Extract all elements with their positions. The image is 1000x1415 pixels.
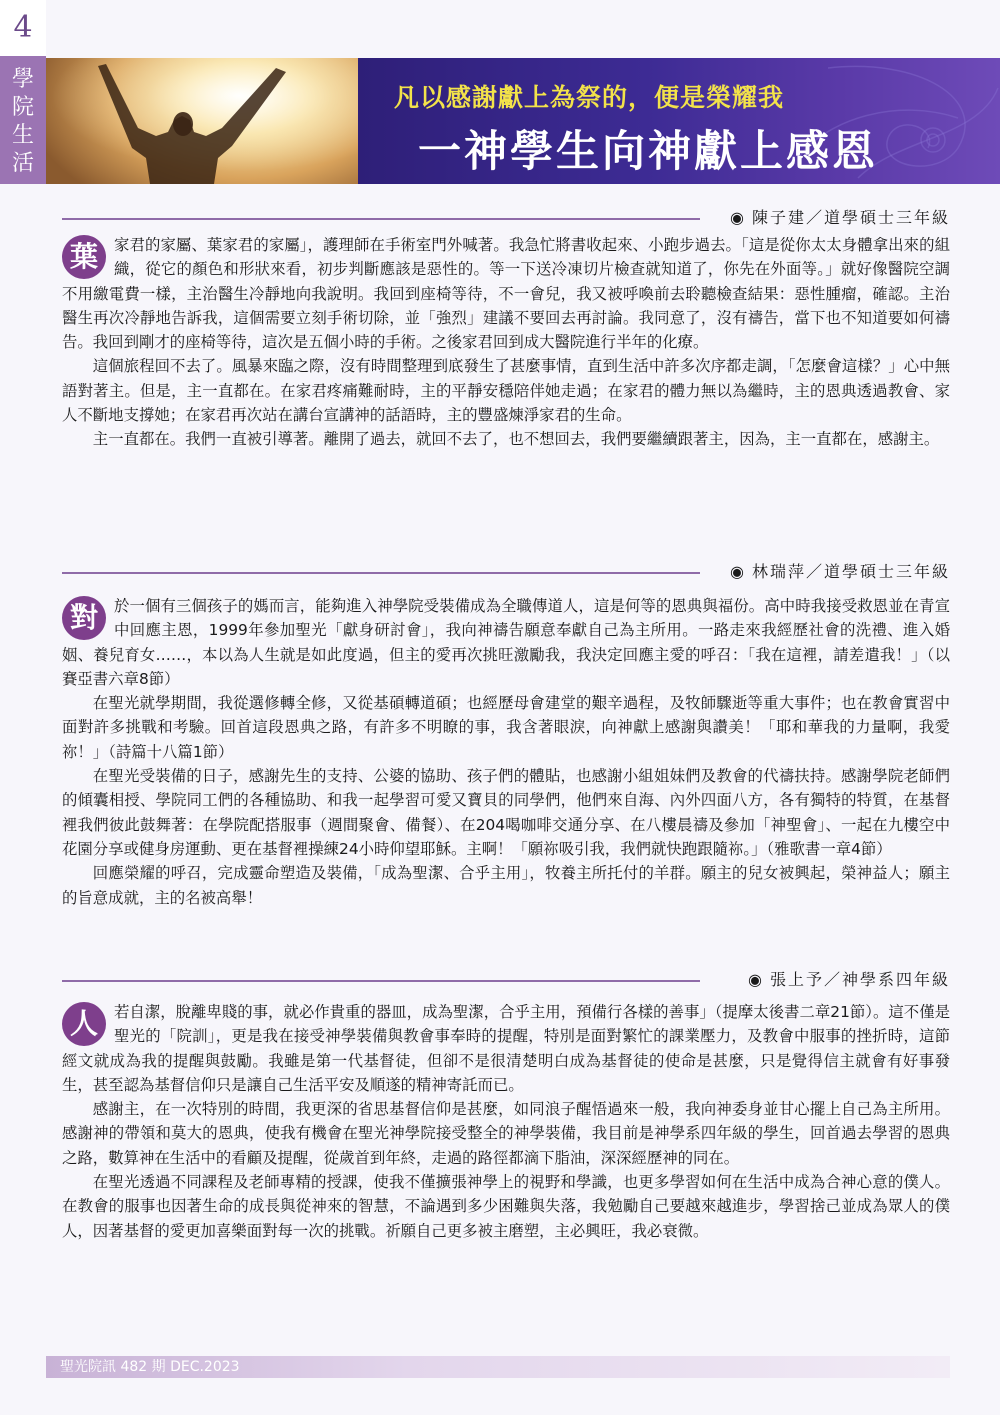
header-photo bbox=[46, 58, 358, 184]
paragraph: 回應榮耀的呼召，完成靈命塑造及裝備，「成為聖潔、合乎主用」，牧養主所托付的羊群。願主的兒女被興起，榮神益人；願主的旨意成就，主的名被高舉！ bbox=[62, 864, 950, 907]
article-body bbox=[62, 1000, 950, 1243]
paragraph: 這個旅程回不去了。風暴來臨之際，沒有時間整理到底發生了甚麼事情，直到生活中許多次序都走調，「怎麼會這樣？」心中無語對著主。但是，主一直都在。在家君疼痛難耐時，主的平靜安穩陪伴她走過；在家君的體力無以為繼時，主的恩典透過教會、家人不斷地支撐她；在家君再次站在講台宣講神的話語時，主的豐盛煉淨家君的生命。 bbox=[62, 357, 950, 425]
header-title: 一神學生向神獻上感恩 bbox=[418, 127, 878, 177]
page-number: 4 bbox=[0, 0, 46, 56]
byline-rule bbox=[62, 572, 700, 574]
section-label-char: 院 bbox=[11, 95, 34, 120]
paragraph: 主一直都在。我們一直被引導著。離開了過去，就回不去了，也不想回去，我們要繼續跟著主，因為，主一直都在，感謝主。 bbox=[92, 430, 940, 449]
header-subtitle: 凡以感謝獻上為祭的，便是榮耀我 bbox=[394, 83, 785, 112]
paragraph: 在聖光透過不同課程及老師專精的授課，使我不僅擴張神學上的視野和學識，也更多學習如何在生活中成為合神心意的僕人。在教會的服事也因著生命的成長與從神來的智慧，不論遇到多少困難與失落，我勉勵自己要越來越進步，學習捨己並成為眾人的僕人，因著基督的愛更加喜樂面對每一次的挑戰。祈願自己更多被主磨塑，主必興旺，我必衰微。 bbox=[62, 1173, 950, 1240]
article-body bbox=[62, 594, 950, 910]
section-label bbox=[0, 66, 46, 178]
drop-cap: 葉 bbox=[62, 235, 106, 279]
paragraph: 在聖光受裝備的日子，感謝先生的支持、公婆的協助、孩子們的體貼，也感謝小組姐妹們及教會的代禱扶持。感謝學院老師們的傾囊相授、學院同工們的各種協助、和我一起學習可愛又寶貝的同學們，他們來自海、內外四面八方，各有獨特的特質，在基督裡我們彼此鼓舞著：在學院配搭服事（週間聚會、備餐）、在204喝咖啡交通分享、在八樓晨禱及參加「神聖會」、一起在九樓空中花園分享或健身房運動、更在基督裡操練24小時仰望耶穌。主啊！「願祢吸引我，我們就快跑跟隨祢。」（雅歌書一章4節） bbox=[62, 767, 950, 858]
author-text: 林瑞萍／道學碩士三年級 bbox=[751, 562, 950, 581]
header-banner bbox=[46, 58, 1000, 184]
paragraph: 若自潔，脫離卑賤的事，就必作貴重的器皿，成為聖潔，合乎主用，預備行各樣的善事」（提摩太後書二章21節）。這不僅是聖光的「院訓」，更是我在接受神學裝備與教會事奉時的提醒，特別是面對繁忙的課業壓力，及教會中服事的挫折時，這節經文就成為我的提醒與鼓勵。我雖是第一代基督徒，但卻不是很清楚明白成為基督徒的使命是甚麼，只是覺得信主就會有好事發生，甚至認為基督信仰只是讓自己生活平安及順遂的精神寄託而已。 bbox=[62, 1003, 950, 1094]
section-label-char: 學 bbox=[11, 67, 34, 92]
author-name bbox=[730, 208, 950, 228]
paragraph: 感謝主，在一次特別的時間，我更深的省思基督信仰是甚麼，如同浪子醒悟過來一般，我向神委身並甘心擺上自己為主所用。感謝神的帶領和莫大的恩典，使我有機會在聖光神學院接受整全的神學裝備，我目前是神學系四年級的學生，回首過去學習的恩典之路，數算神在生活中的看顧及提醒，從歲首到年終，走過的路徑都滴下脂油，深深經歷神的同在。 bbox=[62, 1100, 950, 1167]
paragraph: 於一個有三個孩子的媽而言，能夠進入神學院受裝備成為全職傳道人，這是何等的恩典與福份。高中時我接受救恩並在青宣中回應主恩，1999年參加聖光「獻身研討會」，我向神禱告願意奉獻自己為主所用。一路走來我經歷社會的洗禮、進入婚姻、養兒育女……，本以為人生就是如此度過，但主的愛再次挑旺激勵我，我決定回應主愛的呼召：「我在這裡，請差遣我！」（以賽亞書六章8節） bbox=[62, 597, 950, 688]
byline-rule bbox=[62, 980, 700, 982]
footer-band bbox=[46, 1356, 950, 1378]
section-label-char: 生 bbox=[11, 123, 34, 148]
section-label-char: 活 bbox=[11, 151, 34, 176]
bullet-icon: ◉ bbox=[730, 208, 746, 227]
author-name bbox=[748, 970, 950, 990]
author-name bbox=[730, 562, 950, 582]
byline-rule bbox=[62, 218, 700, 220]
author-text: 陳子建／道學碩士三年級 bbox=[751, 208, 950, 227]
paragraph: 在聖光就學期間，我從選修轉全修，又從基碩轉道碩；也經歷母會建堂的艱辛過程，及牧師驟逝等重大事件；也在教會實習中面對許多挑戰和考驗。回首這段恩典之路，有許多不明瞭的事，我含著眼淚，向神獻上感謝與讚美！「耶和華我的力量啊，我愛祢！」（詩篇十八篇1節） bbox=[62, 694, 950, 761]
bullet-icon: ◉ bbox=[748, 970, 764, 989]
issue-label: 聖光院訊 482 期 DEC.2023 bbox=[60, 1359, 240, 1375]
author-text: 張上予／神學系四年級 bbox=[769, 970, 950, 989]
drop-cap: 人 bbox=[62, 1002, 106, 1046]
bullet-icon: ◉ bbox=[730, 562, 746, 581]
article-byline bbox=[62, 208, 950, 228]
article-byline bbox=[62, 970, 950, 990]
paragraph: 家君的家屬、葉家君的家屬」，護理師在手術室門外喊著。我急忙將書收起來、小跑步過去。「這是從你太太身體拿出來的組織，從它的顏色和形狀來看，初步判斷應該是惡性的。等一下送冷凍切片檢查就知道了，你先在外面等。」就好像醫院空調不用繳電費一樣，主治醫生冷靜地向我說明。我回到座椅等待，不一會兒，我又被呼喚前去聆聽檢查結果：惡性腫瘤，確認。主治醫生再次冷靜地告訴我，這個需要立刻手術切除，並「強烈」建議不要回去再討論。我同意了，沒有禱告，當下也不知道要如何禱告。我回到剛才的座椅等待，這次是五個小時的手術。之後家君回到成大醫院進行半年的化療。 bbox=[62, 236, 950, 352]
raised-arms-silhouette bbox=[46, 58, 358, 184]
article-body bbox=[62, 233, 950, 452]
article-byline bbox=[62, 562, 950, 582]
drop-cap: 對 bbox=[62, 596, 106, 640]
